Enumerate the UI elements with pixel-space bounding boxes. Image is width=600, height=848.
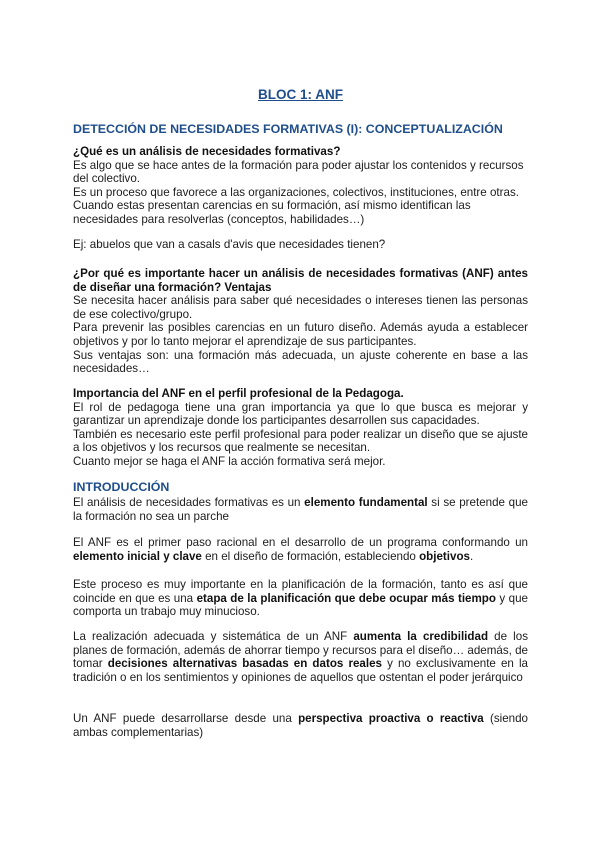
intro-paragraph-1: El análisis de necesidades formativas es un elemento fundamental si se pretende que la formación no sea un parche	[73, 496, 529, 523]
emphasis: elemento fundamental	[304, 496, 428, 509]
section-heading-conceptualizacion: DETECCIÓN DE NECESIDADES FORMATIVAS (I): CONCEPTUALIZACIÓN	[73, 122, 503, 136]
intro-paragraph-5: Un ANF puede desarrollarse desde una perspectiva proactiva o reactiva (siendo ambas complementarias)	[73, 712, 529, 739]
block-importancia	[73, 387, 528, 469]
page-title: BLOC 1: ANF	[258, 87, 343, 102]
section-heading-introduccion: INTRODUCCIÓN	[73, 480, 170, 494]
block-que-es	[73, 145, 528, 227]
block-por-que	[73, 267, 528, 376]
example-line	[73, 238, 528, 252]
question-que-es: ¿Qué es un análisis de necesidades formativas?	[73, 145, 341, 158]
question-importancia: Importancia del ANF en el perfil profesional de la Pedagoga.	[73, 387, 404, 400]
paragraph: Es algo que se hace antes de la formación para poder ajustar los contenidos y recursos del colectivo.	[73, 158, 524, 186]
question-por-que: ¿Por qué es importante hacer un análisis de necesidades formativas (ANF) antes de diseñar una formación? Ventajas	[73, 267, 528, 294]
emphasis: perspectiva proactiva o reactiva	[298, 712, 484, 725]
paragraph: Se necesita hacer análisis para saber qué necesidades o intereses tienen las personas de ese colectivo/grupo.	[73, 294, 528, 321]
emphasis: objetivos	[419, 549, 470, 563]
intro-paragraph-3: Este proceso es muy importante en la planificación de la formación, tanto es así que coincide en que es una etapa de la planificación que debe ocupar más tiempo y que comporta un trabajo muy minucioso.	[73, 578, 528, 619]
paragraph: El rol de pedagoga tiene una gran importancia ya que lo que busca es mejorar y garantizar un aprendizaje donde los participantes desarrollen sus capacidades.	[73, 400, 528, 428]
paragraph: También es necesario este perfil profesional para poder realizar un diseño que se ajuste a los objetivos y los recursos que realmente se necesitan.	[73, 427, 528, 455]
emphasis: decisiones alternativas basadas en datos reales	[107, 657, 382, 671]
intro-paragraph-4: La realización adecuada y sistemática de un ANF aumenta la credibilidad de los planes de formación, además de ahorrar tiempo y recursos para el diseño… además, de tomar decisiones alternativas basadas en datos reales y no exclusivamente en la tradición o en los sentimientos y opiniones de aquellos que ostentan el poder jerárquico	[73, 630, 528, 684]
emphasis: etapa de la planificación que debe ocupar más tiempo	[196, 591, 496, 605]
emphasis: elemento inicial y clave	[73, 549, 202, 563]
emphasis: aumenta la credibilidad	[353, 630, 489, 643]
intro-paragraph-2: El ANF es el primer paso racional en el desarrollo de un programa conformando un elemento inicial y clave en el diseño de formación, estableciendo objetivos.	[73, 536, 528, 563]
paragraph: Cuanto mejor se haga el ANF la acción formativa será mejor.	[73, 454, 386, 468]
paragraph: Es un proceso que favorece a las organizaciones, colectivos, instituciones, entre otras. Cuando estas presentan carencias en su formación, así mismo identifican las necesidades para resolverlas (conceptos, habilidades…)	[73, 185, 519, 226]
paragraph: Ej: abuelos que van a casals d'avis que necesidades tienen?	[73, 238, 386, 251]
paragraph: Para prevenir las posibles carencias en un futuro diseño. Además ayuda a establecer objetivos y por lo tanto mejorar el aprendizaje de sus participantes.	[73, 321, 528, 348]
paragraph: Sus ventajas son: una formación más adecuada, un ajuste coherente en base a las necesidades…	[73, 348, 528, 376]
